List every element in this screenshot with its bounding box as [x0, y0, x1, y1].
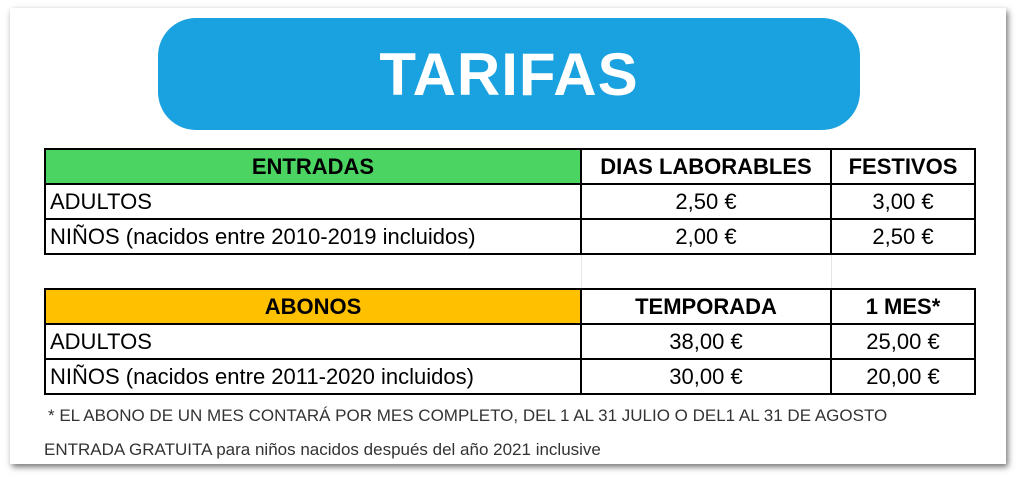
table-row — [45, 219, 975, 254]
price-cell: 30,00 € — [581, 359, 831, 394]
row-label: NIÑOS (nacidos entre 2010-2019 incluidos) — [45, 219, 581, 254]
abonos-header-row — [45, 289, 975, 324]
row-label: NIÑOS (nacidos entre 2011-2020 incluidos) — [45, 359, 581, 394]
price-cell: 3,00 € — [831, 184, 975, 219]
abonos-header: ABONOS — [45, 289, 581, 324]
spacer-row — [45, 254, 975, 289]
price-cell: 2,50 € — [581, 184, 831, 219]
entradas-header: ENTRADAS — [45, 149, 581, 184]
table-row — [45, 359, 975, 394]
page-title: TARIFAS — [379, 40, 639, 108]
price-cell: 2,50 € — [831, 219, 975, 254]
table-row — [45, 184, 975, 219]
price-cell: 20,00 € — [831, 359, 975, 394]
dias-laborables-header: DIAS LABORABLES — [581, 149, 831, 184]
festivos-header: FESTIVOS — [831, 149, 975, 184]
table-row — [45, 324, 975, 359]
abono-footnote: * EL ABONO DE UN MES CONTARÁ POR MES COMPLETO, DEL 1 AL 31 JULIO O DEL1 AL 31 DE AGOSTO — [48, 406, 888, 425]
price-cell: 38,00 € — [581, 324, 831, 359]
entradas-header-row — [45, 149, 975, 184]
free-entry-note: ENTRADA GRATUITA para niños nacidos después del año 2021 inclusive — [44, 440, 601, 459]
row-label: ADULTOS — [45, 184, 581, 219]
row-label: ADULTOS — [45, 324, 581, 359]
title-banner — [158, 18, 860, 130]
price-cell: 2,00 € — [581, 219, 831, 254]
price-cell: 25,00 € — [831, 324, 975, 359]
rates-table — [44, 148, 976, 395]
un-mes-header: 1 MES* — [831, 289, 975, 324]
temporada-header: TEMPORADA — [581, 289, 831, 324]
